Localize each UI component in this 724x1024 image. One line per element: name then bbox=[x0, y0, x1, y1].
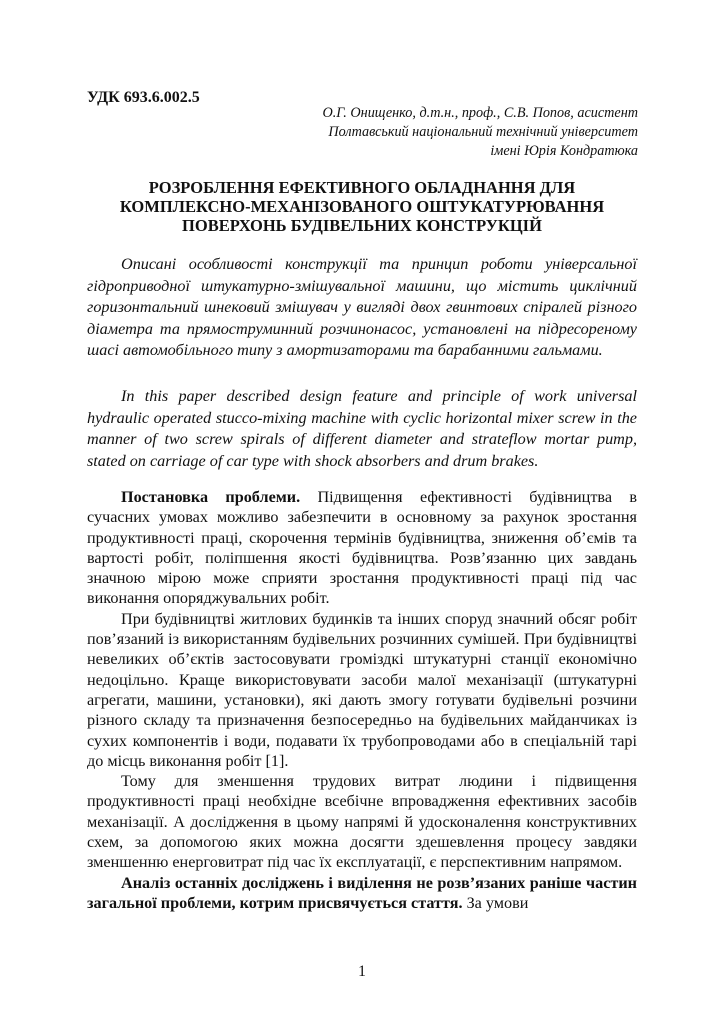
paragraph-4-text: За умови bbox=[462, 893, 529, 912]
body-paragraph-1 bbox=[87, 487, 637, 609]
page-number: 1 bbox=[358, 963, 366, 980]
author-block bbox=[323, 104, 638, 161]
udk-code: УДК 693.6.002.5 bbox=[87, 89, 200, 106]
affiliation-line-1: Полтавський національний технічний університет bbox=[328, 124, 638, 140]
paper-title bbox=[87, 178, 637, 235]
paragraph-1-text: Підвищення ефективності будівництва в сучасних умовах можливо забезпечити в основному за рахунок зростання продуктивності праці, скорочення термінів будівництва, зниження об’ємів та вартості робіт, поліпшення якості будівництва. Розв’язанню цих завдань значною мірою може сприяти зростання продуктивності праці під час виконання опоряджувальних робіт. bbox=[87, 488, 637, 608]
body-text bbox=[87, 487, 637, 913]
title-line-3: ПОВЕРХОНЬ БУДІВЕЛЬНИХ КОНСТРУКЦІЙ bbox=[182, 216, 542, 235]
author-names: О.Г. Онищенко, д.т.н., проф., С.В. Попов, асистент bbox=[322, 105, 638, 121]
body-paragraph-2: При будівництві житлових будинків та інших споруд значний обсяг робіт пов’язаний із використанням будівельних розчинних сумішей. При будівництві невеликих об’єктів застосовувати громіздкі штукатурні станції економічно недоцільно. Краще використовувати засоби малої механізації (штукатурні агрегати, машини, установки), які дають змогу готувати будівельні розчини різного складу та призначення безпосередньо на будівельних майданчиках із сухих компонентів і води, подавати їх трубопроводами або в спеціальній тарі до місць виконання робіт [1]. bbox=[87, 609, 637, 770]
affiliation-line-2: імені Юрія Кондратюка bbox=[490, 143, 638, 159]
title-line-2: КОМПЛЕКСНО-МЕХАНІЗОВАНОГО ОШТУКАТУРЮВАННЯ bbox=[119, 197, 605, 216]
body-paragraph-4 bbox=[87, 873, 637, 914]
body-paragraph-3: Тому для зменшення трудових витрат людини і підвищення продуктивності праці необхідне всебічне впровадження ефективних засобів механізації. А дослідження в цьому напрямі й удосконалення конструктивних схем, за допомогою яких можна досягти здешевлення процесу завдяки зменшенню енерговитрат під час їх експлуатації, є перспективним напрямом. bbox=[87, 772, 637, 872]
section-heading-problem: Постановка проблеми. bbox=[121, 488, 301, 506]
section-heading-analysis: Аналіз останніх досліджень і виділення не розв’язаних раніше частин загальної проблеми, котрим присвячується стаття. bbox=[87, 873, 637, 912]
abstract-english: In this paper described design feature and principle of work universal hydraulic operated stucco-mixing machine with cyclic horizontal mixer screw in the manner of two screw spirals of different diameter and strateflow mortar pump, stated on carriage of car type with shock absorbers and drum brakes. bbox=[87, 387, 637, 470]
title-line-1: РОЗРОБЛЕННЯ ЕФЕКТИВНОГО ОБЛАДНАННЯ ДЛЯ bbox=[148, 178, 576, 197]
abstract-ukrainian: Описані особливості конструкції та принцип роботи універсальної гідроприводної штукатурно-змішувальної машини, що містить циклічний горизонтальний шнековий змішувач у вигляді двох гвинтових спіралей різного діаметра та прямоструминний розчинонасос, установлені на підресореному шасі автомобільного типу з амортизаторами та барабанними гальмами. bbox=[87, 255, 637, 359]
